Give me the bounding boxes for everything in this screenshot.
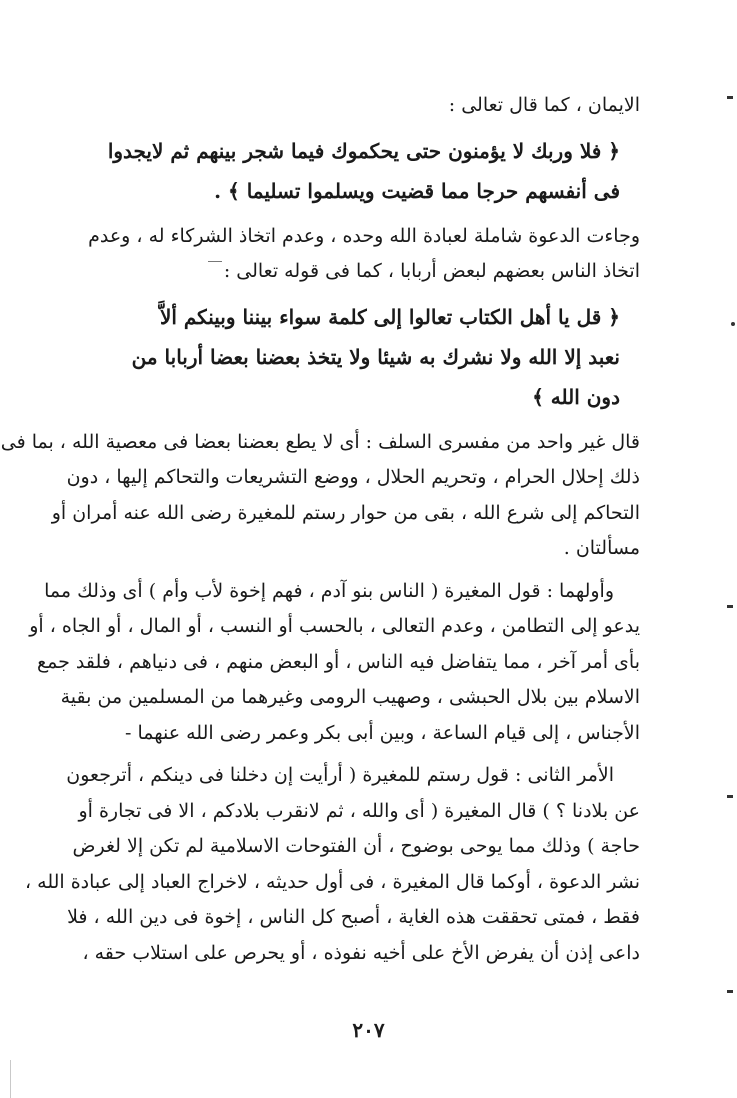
margin-mark — [727, 605, 733, 608]
text-line: نشر الدعوة ، أوكما قال المغيرة ، فى أول حديثه ، لاخراج العباد إلى عبادة الله ، — [24, 870, 640, 893]
margin-mark — [727, 96, 733, 99]
quran-verse-block — [100, 297, 640, 417]
text-line: الاسلام بين بلال الحبشى ، وصهيب الرومى وغيرهما من المسلمين من بقية — [60, 686, 640, 708]
text-line: قال غير واحد من مفسرى السلف : أى لا يطع بعضنا بعضا فى معصية الله ، بما فى — [0, 430, 640, 453]
text-line: الايمان ، كما قال تعالى : — [448, 94, 640, 116]
text-line: وأولهما : قول المغيرة ( الناس بنو آدم ، فهم إخوة لأب وأم ) أى وذلك مما — [44, 579, 614, 602]
body-paragraph — [29, 574, 640, 752]
body-paragraph — [0, 425, 640, 567]
text-line: وجاءت الدعوة شاملة لعبادة الله وحده ، وعدم اتخاذ الشركاء له ، وعدم — [88, 224, 640, 247]
page-number: ٢٠٧ — [352, 1018, 385, 1042]
text-line: التحاكم إلى شرع الله ، بقى من حوار رستم للمغيرة رضى الله عنه أمران أو — [51, 501, 640, 524]
verse-line: ﴿ فلا وربك لا يؤمنون حتى يحكموك فيما شجر بينهم ثم لايجدوا — [107, 138, 620, 163]
body-paragraph — [24, 758, 640, 971]
verse-line: نعبد إلا الله ولا نشرك به شيئا ولا يتخذ بعضنا بعضا أربابا من — [131, 344, 620, 369]
margin-mark — [727, 990, 733, 993]
text-line: مسألتان . — [563, 537, 640, 559]
scan-edge — [10, 1060, 11, 1098]
margin-mark — [731, 322, 735, 326]
margin-mark — [727, 795, 733, 798]
scan-speck — [208, 261, 222, 262]
verse-line: ﴿ قل يا أهل الكتاب تعالوا إلى كلمة سواء بيننا وبينكم ألاَّ — [159, 304, 620, 329]
text-line: ذلك إحلال الحرام ، وتحريم الحلال ، ووضع التشريعات والتحاكم إليها ، دون — [66, 466, 640, 488]
text-line: داعى إذن أن يفرض الأخ على أخيه نفوذه ، أو يحرص على استلاب حقه ، — [82, 941, 640, 964]
document-page — [0, 88, 640, 1068]
text-line: الأمر الثانى : قول رستم للمغيرة ( أرأيت إن دخلنا فى دينكم ، أترجعون — [66, 764, 614, 786]
text-line: الأجناس ، إلى قيام الساعة ، وبين أبى بكر وعمر رضى الله عنهما - — [125, 721, 640, 744]
body-paragraph — [88, 219, 640, 290]
verse-line: دون الله ﴾ — [532, 384, 620, 409]
text-line: فقط ، فمتى تحققت هذه الغاية ، أصبح كل الناس ، إخوة فى دين الله ، فلا — [67, 906, 640, 928]
text-line: حاجة ) وذلك مما يوحى بوضوح ، أن الفتوحات الاسلامية لم تكن إلا لغرض — [72, 835, 640, 857]
quran-verse-block — [100, 131, 640, 211]
text-line: عن بلادنا ؟ ) قال المغيرة ( أى والله ، ثم لانقرب بلادكم ، الا فى تجارة أو — [78, 799, 640, 822]
text-line: يدعو إلى التطامن ، وعدم التعالى ، بالحسب أو النسب ، أو المال ، أو الجاه ، أو — [29, 615, 640, 637]
text-line: بأى أمر آخر ، مما يتفاضل فيه الناس ، أو البعض منهم ، فى دنياهم ، فلقد جمع — [37, 650, 640, 673]
verse-line: فى أنفسهم حرجا مما قضيت ويسلموا تسليما ﴾ . — [214, 178, 620, 203]
intro-paragraph — [100, 88, 640, 124]
text-line: اتخاذ الناس بعضهم لبعض أربابا ، كما فى قوله تعالى : — [223, 260, 640, 282]
